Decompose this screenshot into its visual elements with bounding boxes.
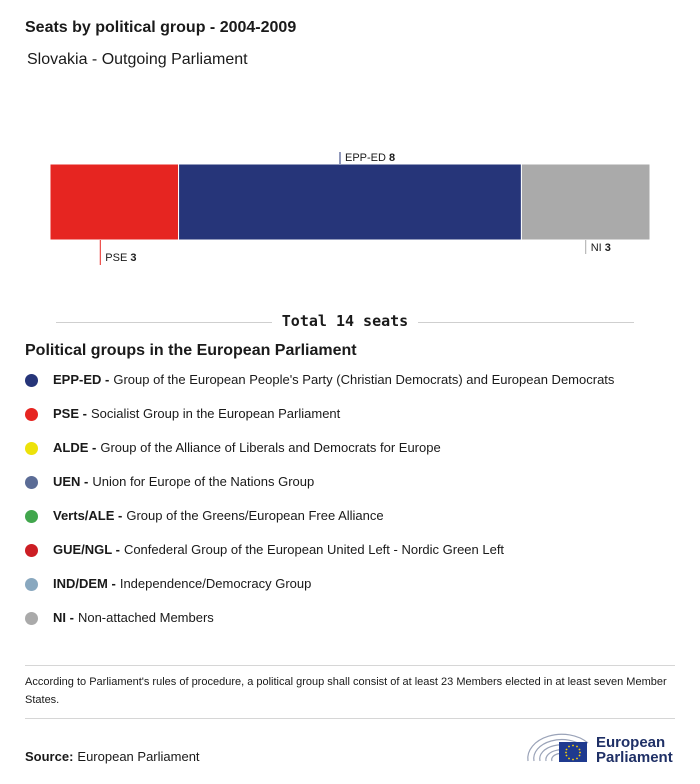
legend-item — [25, 405, 614, 439]
data-label-category: PSE — [105, 252, 131, 264]
bar-ni — [521, 164, 650, 240]
legend-desc: Group of the European People's Party (Christian Democrats) and European Democrats — [113, 372, 615, 387]
legend-item — [25, 609, 614, 643]
chart-subtitle: Slovakia - Outgoing Parliament — [27, 51, 248, 68]
seat-chart — [0, 140, 700, 280]
chart-title: Seats by political group - 2004-2009 — [25, 19, 297, 36]
logo-text: European Parliament — [596, 734, 673, 766]
legend-desc: Group of the Alliance of Liberals and Democrats for Europe — [100, 440, 441, 455]
data-label-value: 3 — [604, 242, 611, 254]
legend-dot-icon — [25, 374, 38, 387]
legend-dot-icon — [25, 476, 38, 489]
legend-desc: Union for Europe of the Nations Group — [92, 474, 315, 489]
data-label-value: 3 — [130, 252, 137, 264]
legend-desc: Non-attached Members — [77, 610, 214, 625]
data-label — [591, 242, 611, 254]
bar-pse — [50, 164, 179, 240]
legend-abbr: NI - — [53, 610, 74, 625]
source: Source: European Parliament — [25, 749, 200, 764]
legend-dot-icon — [25, 544, 38, 557]
data-label-category: NI — [590, 242, 605, 254]
data-label — [345, 152, 395, 164]
legend-abbr: EPP-ED - — [53, 372, 110, 387]
legend-item — [25, 507, 614, 541]
legend-title: Political groups in the European Parliament — [25, 342, 357, 359]
legend-item — [25, 371, 614, 405]
data-label-value: 8 — [389, 152, 396, 164]
legend-abbr: ALDE - — [53, 440, 97, 455]
legend-dot-icon — [25, 578, 38, 591]
footnote: According to Parliament's rules of procedure, a political group shall consist of at least 23 Members elected in at least seven Member States. — [25, 676, 667, 706]
data-label-category: EPP-ED — [345, 152, 390, 164]
legend-dot-icon — [25, 612, 38, 625]
legend-item — [25, 439, 614, 473]
data-label — [105, 252, 136, 264]
bar-epp-ed — [179, 164, 522, 240]
legend-desc: Independence/Democracy Group — [119, 576, 312, 591]
divider-bottom — [25, 718, 675, 719]
legend-abbr: PSE - — [53, 406, 87, 421]
legend-desc: Socialist Group in the European Parliament — [90, 406, 341, 421]
legend-item — [25, 541, 614, 575]
legend-abbr: Verts/ALE - — [53, 508, 123, 523]
legend-list — [25, 371, 614, 643]
legend-abbr: UEN - — [53, 474, 89, 489]
legend-desc: Confederal Group of the European United Left - Nordic Green Left — [123, 542, 505, 557]
legend-dot-icon — [25, 408, 38, 421]
legend-item — [25, 473, 614, 507]
legend-dot-icon — [25, 510, 38, 523]
total-seats: Total 14 seats — [0, 312, 690, 330]
legend-dot-icon — [25, 442, 38, 455]
legend-item — [25, 575, 614, 609]
legend-desc: Group of the Greens/European Free Alliance — [126, 508, 384, 523]
divider-top — [25, 665, 675, 666]
legend-abbr: GUE/NGL - — [53, 542, 120, 557]
legend-abbr: IND/DEM - — [53, 576, 116, 591]
